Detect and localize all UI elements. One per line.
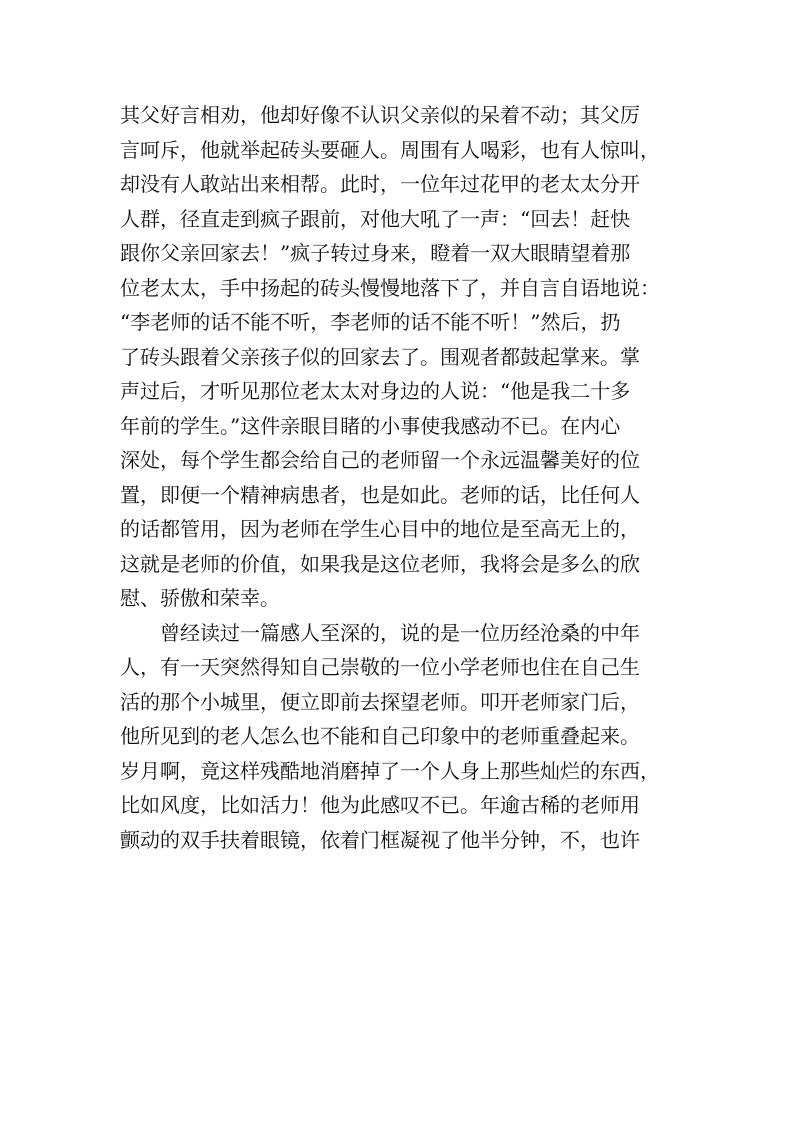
text-line: 曾经读过一篇感人至深的，说的是一位历经沧桑的中年 [160, 620, 640, 645]
text-line: 他所见到的老人怎么也不能和自己印象中的老师重叠起来。 [120, 724, 640, 748]
text-line: 的话都管用，因为老师在学生心目中的地位是至高无上的， [120, 517, 640, 541]
text-line: “李老师的话不能不听，李老师的话不能不听！”然后，扔 [120, 310, 621, 334]
text-line: 活的那个小城里，便立即前去探望老师。叩开老师家门后， [120, 689, 640, 714]
text-line: 岁月啊，竟这样残酷地消磨掉了一个人身上那些灿烂的东西， [120, 758, 660, 783]
text-line: 人群，径直走到疯子跟前，对他大吼了一声：“回去！赶快 [120, 206, 631, 231]
text-line: 其父好言相劝，他却好像不认识父亲似的呆着不动；其父厉 [120, 103, 640, 127]
paragraph-1 [120, 98, 680, 616]
text-line: 言呵斥，他就举起砖头要砸人。周围有人喝彩，也有人惊叫， [120, 137, 660, 162]
text-line: 比如风度，比如活力！他为此感叹不已。年逾古稀的老师用 [120, 793, 640, 817]
text-line: 深处，每个学生都会给自己的老师留一个永远温馨美好的位 [120, 448, 640, 472]
document-body [120, 98, 680, 857]
text-line: 却没有人敢站出来相帮。此时，一位年过花甲的老太太分开 [120, 172, 640, 196]
text-line: 年前的学生。”这件亲眼目睹的小事使我感动不已。在内心 [120, 413, 621, 438]
text-line: 置，即便一个精神病患者，也是如此。老师的话，比任何人 [120, 482, 640, 507]
text-line: 跟你父亲回家去！”疯子转过身来，瞪着一双大眼睛望着那 [120, 241, 631, 265]
text-line: 慰、骄傲和荣幸。 [120, 586, 280, 610]
text-line: 声过后，才听见那位老太太对身边的人说：“他是我二十多 [120, 379, 631, 403]
text-line: 颤动的双手扶着眼镜，依着门框凝视了他半分钟，不，也许 [120, 827, 640, 852]
text-line: 这就是老师的价值，如果我是这位老师，我将会是多么的欣 [120, 551, 640, 576]
text-line: 人，有一天突然得知自己崇敬的一位小学老师也住在自己生 [120, 655, 640, 679]
text-line: 了砖头跟着父亲孩子似的回家去了。围观者都鼓起掌来。掌 [120, 344, 640, 369]
paragraph-2 [120, 616, 680, 858]
text-line: 位老太太，手中扬起的砖头慢慢地落下了，并自言自语地说： [120, 275, 660, 300]
